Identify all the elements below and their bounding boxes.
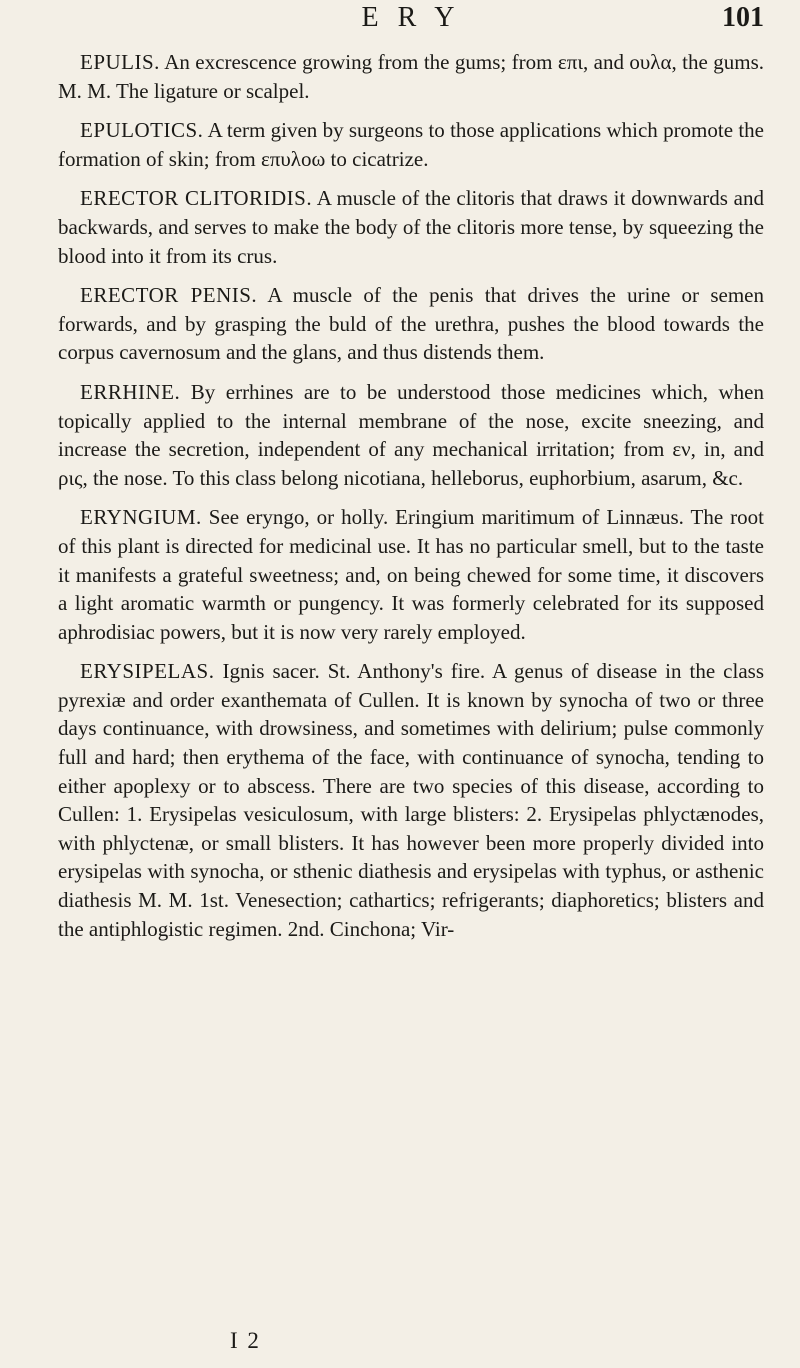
entry-text: A muscle of the clitoris that draws it downwards and backwards, and serves to make the body of the clitoris more tense, by squeezing the blood into it from its crus. (58, 186, 764, 268)
entry-term: ERYNGIUM. (80, 505, 202, 530)
entry-text: A muscle of the penis that drives the urine or semen forwards, and by grasping the buld of the urethra, pushes the blood towards the corpus cavernosum and the glans, and thus distends them. (58, 283, 764, 365)
dictionary-entries (58, 48, 764, 943)
entry-term: ERRHINE. (80, 379, 181, 404)
entry-text: See eryngo, or holly. Eringium maritimum of Linnæus. The root of this plant is directed for medicinal use. It has no particular smell, but to the taste it manifests a grateful sweetness; and, on being chewed for some time, it discovers a light aromatic warmth or pungency. It was formerly celebrated for its supposed aphrodisiac powers, but it is now very rarely employed. (58, 505, 764, 644)
entry-erysipelas (58, 657, 764, 943)
entry-erector-clitoridis (58, 184, 764, 270)
entry-term: ERECTOR PENIS. (80, 283, 258, 308)
running-head: E R Y (361, 2, 461, 33)
entry-term: EPULIS. (80, 50, 160, 74)
entry-errhine (58, 378, 764, 492)
entry-term: EPULOTICS. (80, 118, 204, 143)
signature-mark: I 2 (230, 1328, 261, 1353)
entry-eryngium (58, 503, 764, 646)
page-number: 101 (722, 2, 764, 33)
page-header (58, 0, 764, 36)
entry-text: A term given by surgeons to those applications which promote the formation of skin; from επυλοω to cicatrize. (58, 118, 764, 171)
entry-text: An excrescence growing from the gums; from επι, and ουλα, the gums. M. M. The ligature or scalpel. (58, 50, 765, 103)
entry-text: Ignis sacer. St. Anthony's fire. A genus of disease in the class pyrexiæ and order exanthemata of Cullen. It is known by synocha of two or three days continuance, with drowsiness, and sometimes with delirium; pulse commonly full and hard; then erythema of the face, with continuance of synocha, tending to either apoplexy or to abscess. There are two species of this disease, according to Cullen: 1. Erysipelas vesiculosum, with large blisters: 2. Erysipelas phlyctænodes, with phlyctenæ, or small blisters. It has however been more properly divided into erysipelas with synocha, or sthenic diathesis and erysipelas with typhus, or asthenic diathesis M. M. 1st. Venesection; cathartics; refrigerants; diaphoretics; blisters and the antiphlogistic regimen. 2nd. Cinchona; Vir- (58, 659, 764, 941)
entry-epulis (58, 48, 764, 105)
entry-text: By errhines are to be understood those medicines which, when topically applied to the internal membrane of the nose, excite sneezing, and increase the secretion, independent of any mechanical irritation; from εν, in, and ρις, the nose. To this class belong nicotiana, helleborus, euphorbium, asarum, &c. (58, 379, 764, 490)
entry-term: ERECTOR CLITORIDIS. (80, 186, 313, 211)
entry-term: ERYSIPELAS. (80, 659, 215, 684)
entry-epulotics (58, 116, 764, 173)
entry-erector-penis (58, 281, 764, 367)
